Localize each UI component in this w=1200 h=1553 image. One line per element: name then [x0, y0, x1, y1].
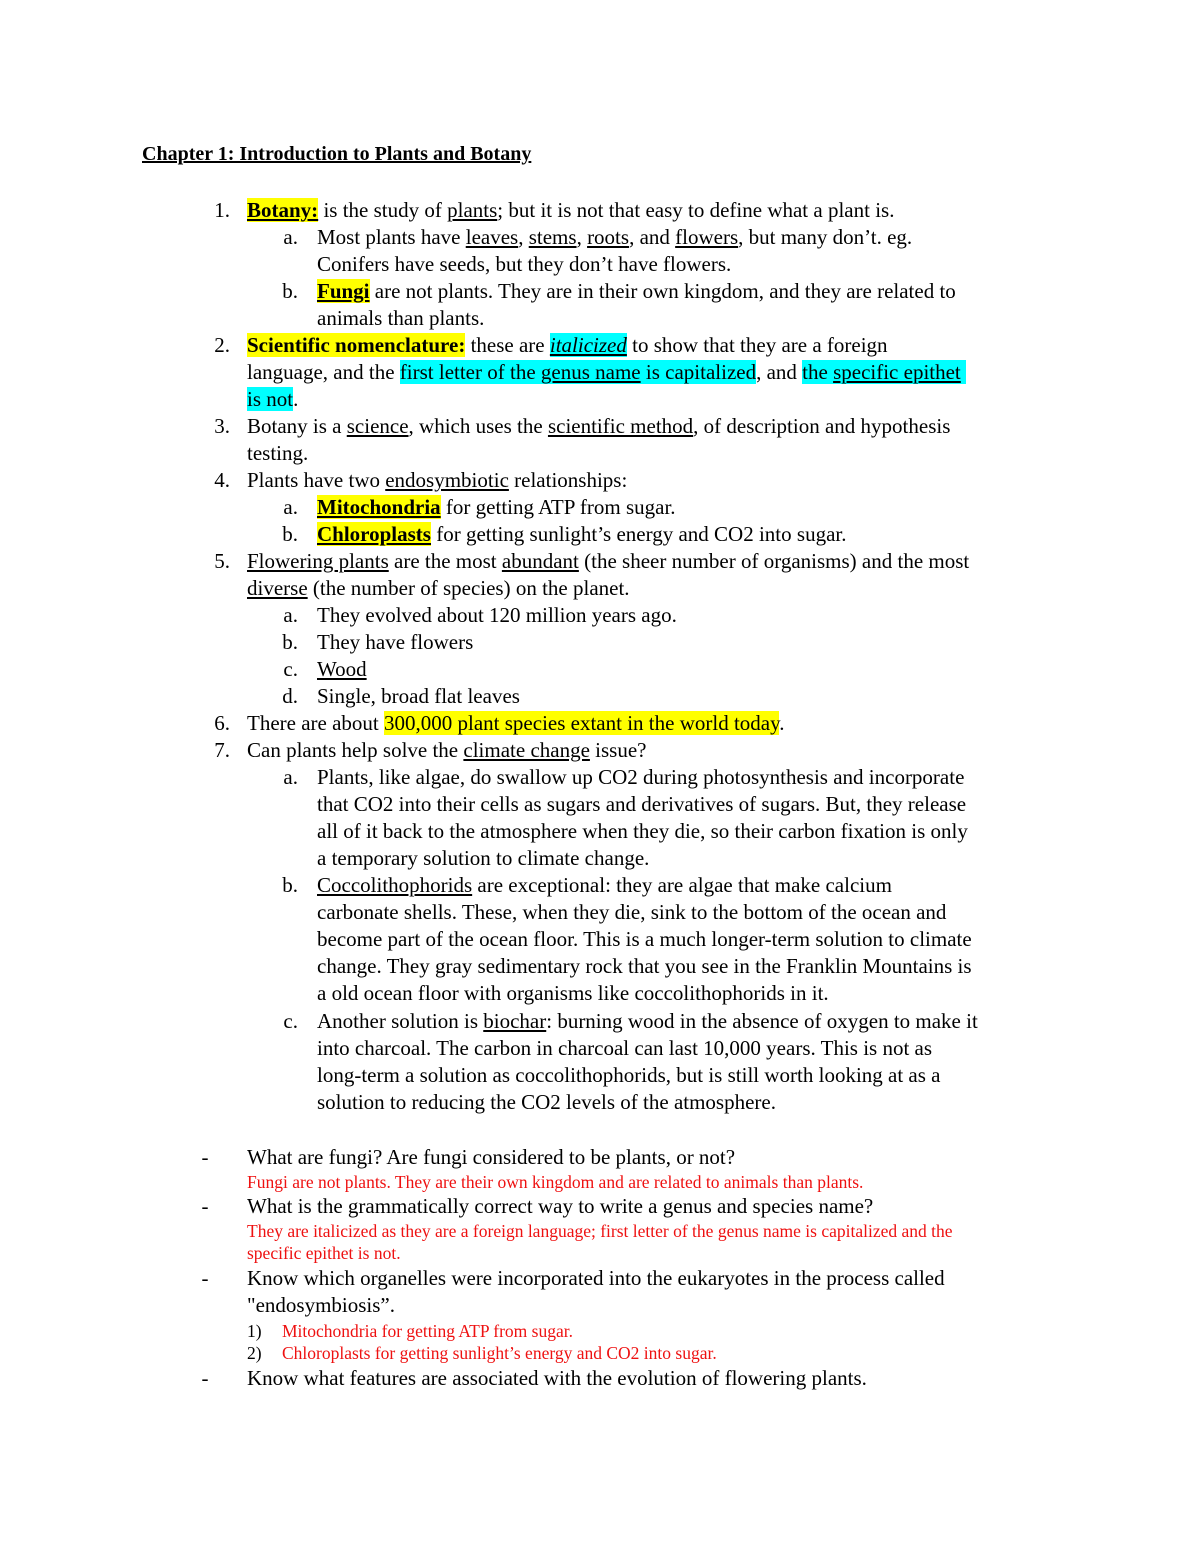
list-marker: b.: [282, 522, 298, 546]
list-item: Mitochondria for getting ATP from sugar.: [317, 495, 676, 519]
question-text: Know what features are associated with the evolution of flowering plants.: [247, 1366, 867, 1390]
list-marker: 2.: [214, 333, 230, 357]
list-marker: a.: [283, 225, 298, 249]
list-marker: b.: [282, 630, 298, 654]
page-title: Chapter 1: Introduction to Plants and Botany: [142, 143, 532, 165]
question-text: What are fungi? Are fungi considered to be plants, or not?: [247, 1145, 736, 1169]
list-marker: b.: [282, 873, 298, 897]
list-item-continuation: diverse (the number of species) on the planet.: [247, 576, 630, 600]
list-marker: 3.: [214, 414, 230, 438]
list-marker: 1): [247, 1321, 262, 1341]
list-marker: a.: [283, 495, 298, 519]
list-marker: c.: [283, 1009, 298, 1033]
question-text: What is the grammatically correct way to write a genus and species name?: [247, 1194, 874, 1218]
term-highlight: Scientific nomenclature:: [247, 333, 466, 357]
list-item: They have flowers: [317, 630, 474, 654]
term-highlight: Mitochondria: [317, 495, 441, 519]
list-item-continuation: a old ocean floor with organisms like coccolithophorids in it.: [317, 981, 829, 1005]
list-item: Scientific nomenclature: these are italicized to show that they are a foreign: [247, 333, 888, 357]
list-item: Plants have two endosymbiotic relationships:: [247, 468, 628, 492]
list-item-continuation: solution to reducing the CO2 levels of the atmosphere.: [317, 1090, 776, 1114]
list-item: Single, broad flat leaves: [317, 684, 520, 708]
list-marker: d.: [282, 684, 298, 708]
list-item: Botany is a science, which uses the scientific method, of description and hypothesis: [247, 414, 951, 438]
list-item-continuation: language, and the first letter of the genus name is capitalized, and the specific epithet: [247, 359, 966, 386]
list-item: Flowering plants are the most abundant (the sheer number of organisms) and the most: [247, 549, 970, 573]
list-item-continuation: that CO2 into their cells as sugars and derivatives of sugars. But, they release: [317, 792, 967, 816]
answer-text: Chloroplasts for getting sunlight’s energy and CO2 into sugar.: [282, 1343, 717, 1363]
list-item-continuation: all of it back to the atmosphere when they die, so their carbon fixation is only: [317, 819, 968, 843]
term-highlight: Fungi: [317, 279, 370, 303]
list-marker: 5.: [214, 549, 230, 573]
list-marker: 4.: [214, 468, 230, 492]
list-marker: 1.: [214, 198, 230, 222]
list-item: Botany: is the study of plants; but it is not that easy to define what a plant is.: [247, 198, 895, 222]
term-highlight: Chloroplasts: [317, 522, 431, 546]
list-marker: a.: [283, 603, 298, 627]
list-item: They evolved about 120 million years ago.: [317, 603, 677, 627]
term-highlight: Botany:: [247, 198, 319, 222]
list-item: Wood: [317, 657, 367, 681]
list-item: There are about 300,000 plant species extant in the world today.: [247, 711, 785, 735]
list-item-continuation: testing.: [247, 441, 309, 465]
list-item-continuation: is not.: [247, 387, 299, 411]
answer-text: specific epithet is not.: [247, 1243, 401, 1263]
answer-text: They are italicized as they are a foreign language; first letter of the genus name is capitalized and the: [247, 1221, 953, 1241]
list-item: Another solution is biochar: burning wood in the absence of oxygen to make it: [317, 1009, 978, 1033]
bullet-dash: -: [201, 1194, 209, 1218]
list-item-continuation: into charcoal. The carbon in charcoal can last 10,000 years. This is not as: [317, 1036, 933, 1060]
list-marker: 7.: [214, 738, 230, 762]
list-item-continuation: long-term a solution as coccolithophorids, but is still worth looking at as a: [317, 1063, 941, 1087]
list-marker: c.: [283, 657, 298, 681]
list-item-continuation: carbonate shells. These, when they die, sink to the bottom of the ocean and: [317, 900, 947, 924]
bullet-dash: -: [201, 1266, 209, 1290]
list-item: Coccolithophorids are exceptional: they are algae that make calcium: [317, 873, 892, 897]
question-text-continuation: "endosymbiosis”.: [247, 1293, 395, 1317]
list-item: Fungi are not plants. They are in their own kingdom, and they are related to: [317, 279, 956, 303]
list-item: Chloroplasts for getting sunlight’s energy and CO2 into sugar.: [317, 522, 847, 546]
list-marker: b.: [282, 279, 298, 303]
list-item-continuation: become part of the ocean floor. This is a much longer-term solution to climate: [317, 927, 972, 951]
list-item: Most plants have leaves, stems, roots, and flowers, but many don’t. eg.: [317, 225, 913, 249]
list-item-continuation: change. They gray sedimentary rock that you see in the Franklin Mountains is: [317, 954, 972, 978]
list-item-continuation: a temporary solution to climate change.: [317, 846, 650, 870]
answer-text: Fungi are not plants. They are their own kingdom and are related to animals than plants.: [247, 1172, 864, 1192]
list-item: Plants, like algae, do swallow up CO2 during photosynthesis and incorporate: [317, 765, 965, 789]
list-marker: 2): [247, 1343, 262, 1363]
list-item-continuation: animals than plants.: [317, 306, 485, 330]
question-text: Know which organelles were incorporated into the eukaryotes in the process called: [247, 1266, 945, 1290]
bullet-dash: -: [201, 1145, 209, 1169]
list-marker: 6.: [214, 711, 230, 735]
answer-text: Mitochondria for getting ATP from sugar.: [282, 1321, 573, 1341]
list-item-continuation: Conifers have seeds, but they don’t have flowers.: [317, 252, 732, 276]
list-marker: a.: [283, 765, 298, 789]
list-item: Can plants help solve the climate change issue?: [247, 738, 647, 762]
bullet-dash: -: [201, 1366, 209, 1390]
